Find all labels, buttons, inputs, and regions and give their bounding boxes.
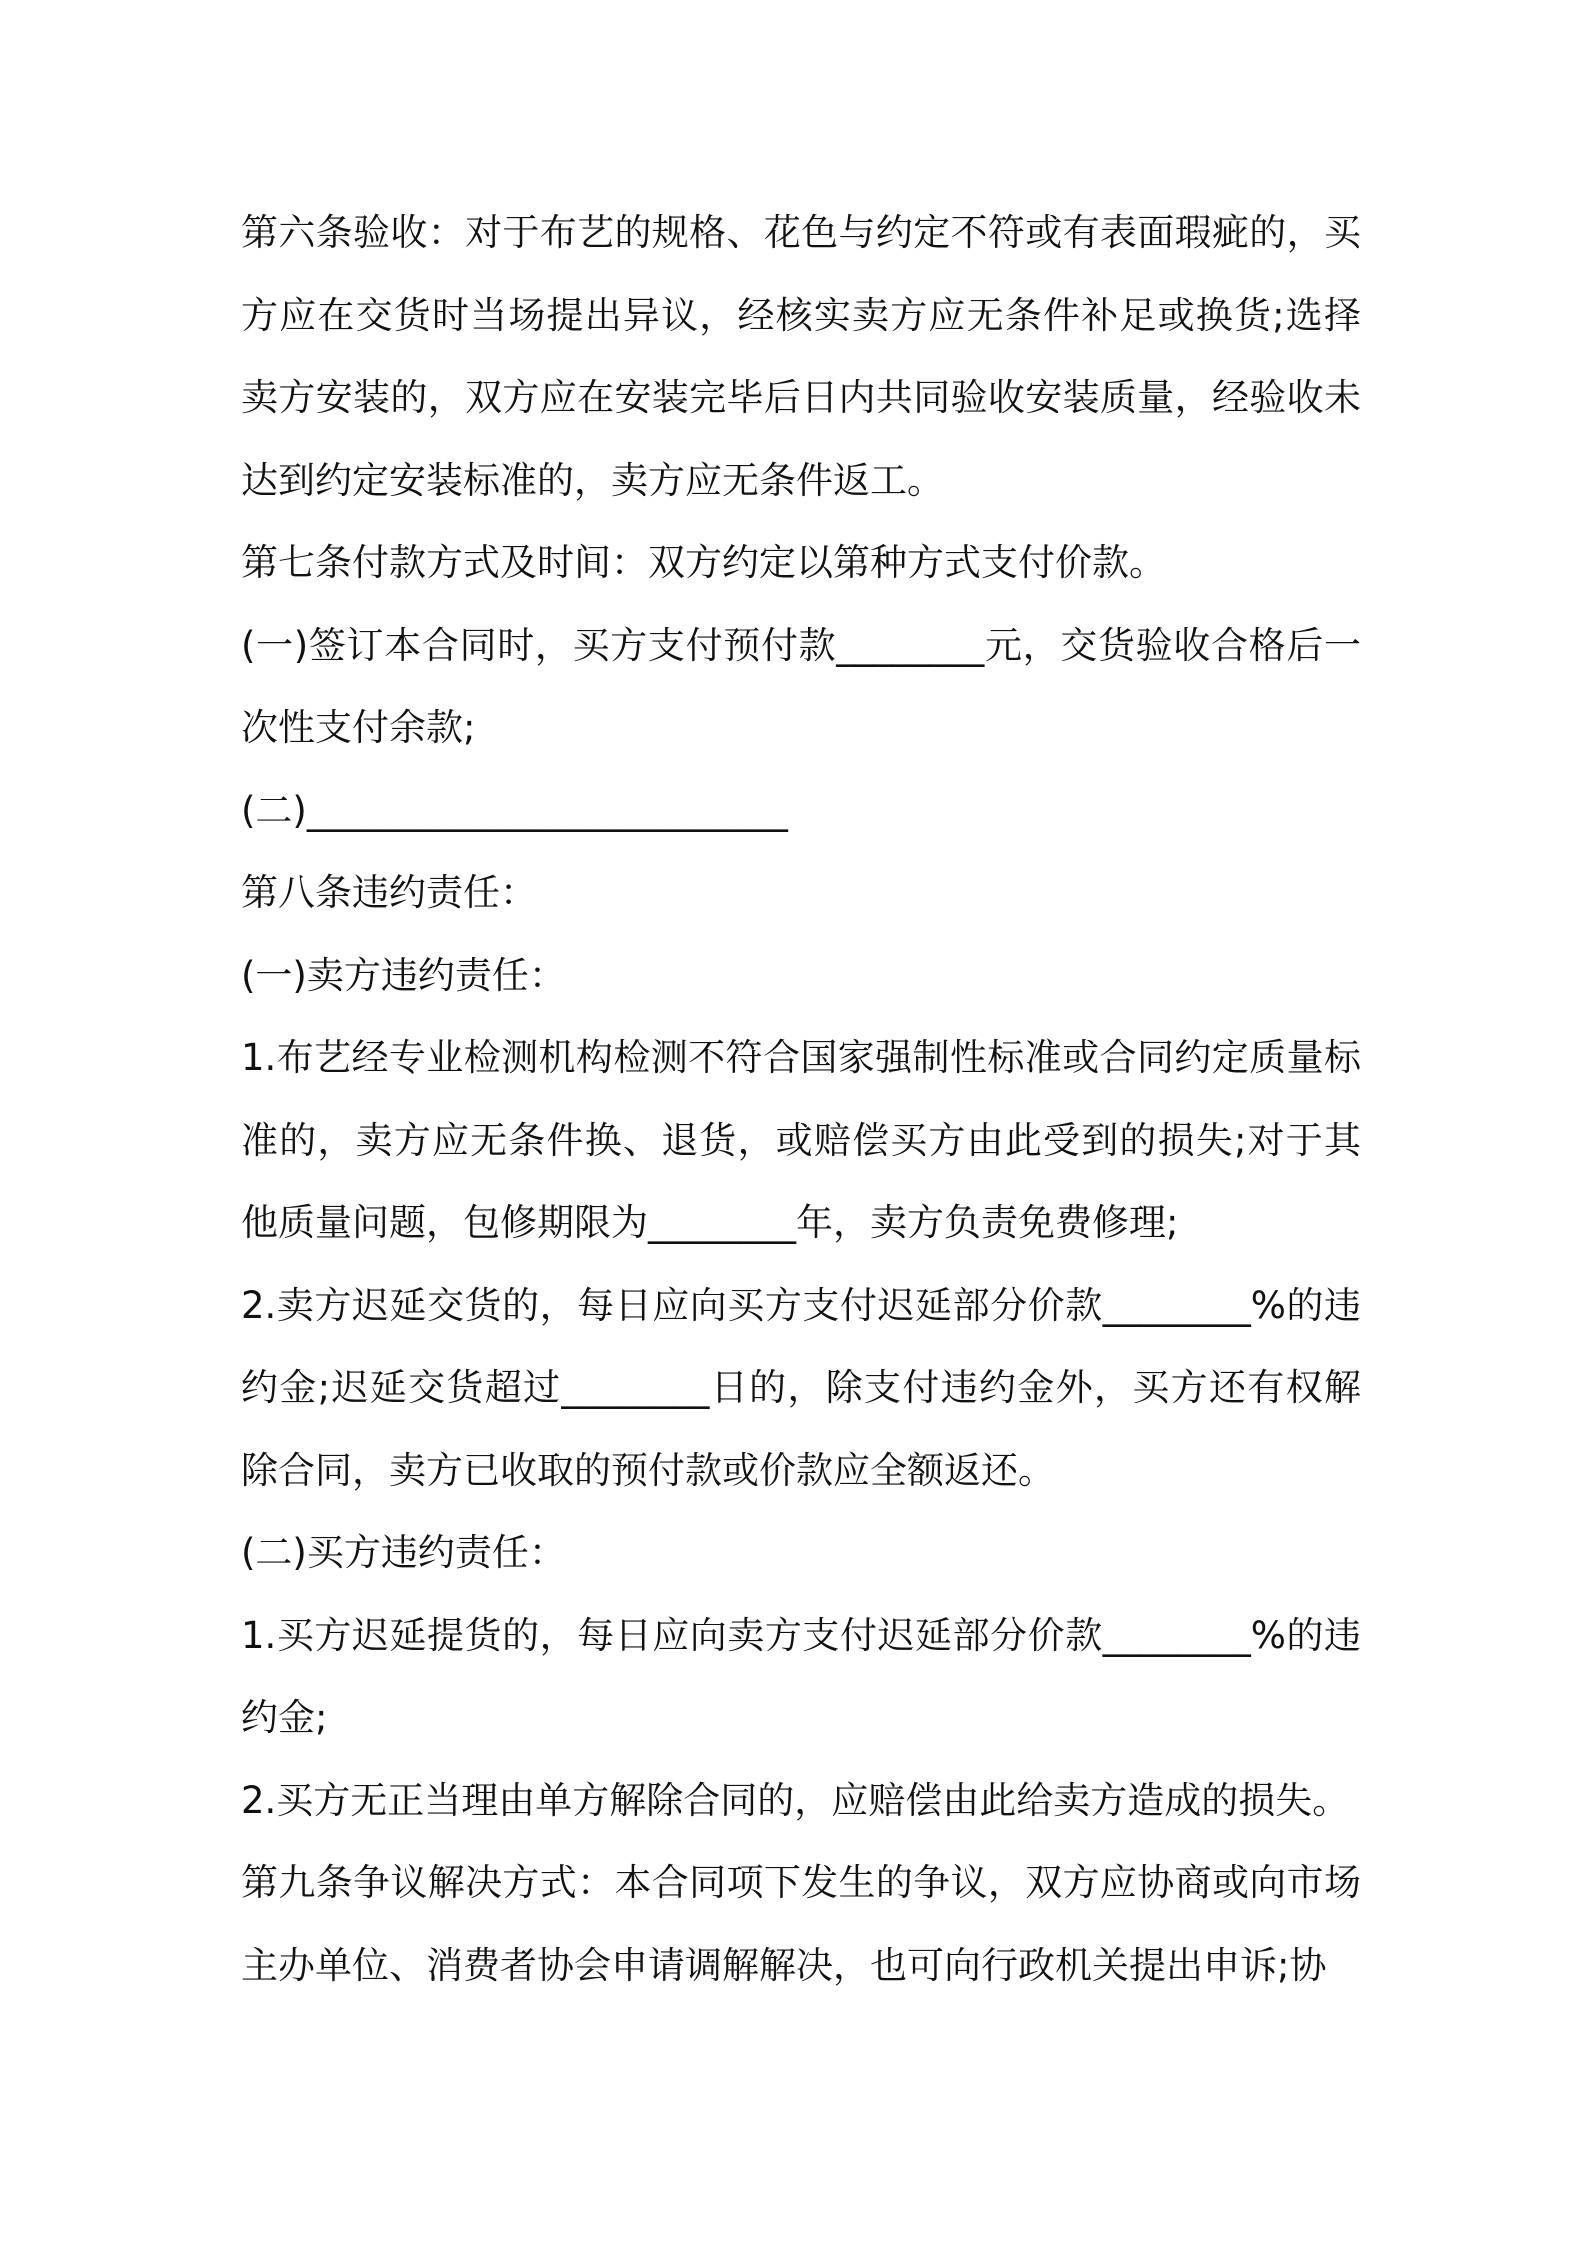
document-body xyxy=(241,192,1361,2007)
article-7-option-1: (一)签订本合同时，买方支付预付款________元，交货验收合格后一次性支付余款; xyxy=(241,623,1361,749)
article-8-buyer-heading: (二)买方违约责任： xyxy=(241,1531,566,1574)
article-7-payment: 第七条付款方式及时间：双方约定以第种方式支付价款。 xyxy=(241,541,1166,584)
article-8-liability: 第八条违约责任： xyxy=(241,871,537,914)
article-8-buyer-item-2: 2.买方无正当理由单方解除合同的，应赔偿由此给卖方造成的损失。 xyxy=(241,1778,1350,1822)
article-6-acceptance: 第六条验收：对于布艺的规格、花色与约定不符或有表面瑕疵的，买方应在交货时当场提出异议，经核实卖方应无条件补足或换货;选择卖方安装的，双方应在安装完毕后日内共同验收安装质量，经验收未达到约定安装标准的，卖方应无条件返工。 xyxy=(241,211,1361,502)
article-8-seller-item-1: 1.布艺经专业检测机构检测不符合国家强制性标准或合同约定质量标准的，卖方应无条件换、退货，或赔偿买方由此受到的损失;对于其他质量问题，包修期限为________年，卖方负责免费修理; xyxy=(241,1036,1361,1244)
article-8-buyer-item-1: 1.买方迟延提货的，每日应向卖方支付迟延部分价款________%的违约金; xyxy=(241,1613,1361,1739)
article-7-option-2: (二)__________________________ xyxy=(241,788,788,832)
article-8-seller-item-2: 2.卖方迟延交货的，每日应向买方支付迟延部分价款________%的违约金;迟延交货超过________日的，除支付违约金外，买方还有权解除合同，卖方已收取的预付款或价款应全额返还。 xyxy=(241,1283,1361,1492)
article-9-dispute: 第九条争议解决方式：本合同项下发生的争议，双方应协商或向市场主办单位、消费者协会申请调解解决，也可向行政机关提出申诉;协 xyxy=(241,1861,1361,1987)
article-8-seller-heading: (一)卖方违约责任： xyxy=(241,953,566,997)
